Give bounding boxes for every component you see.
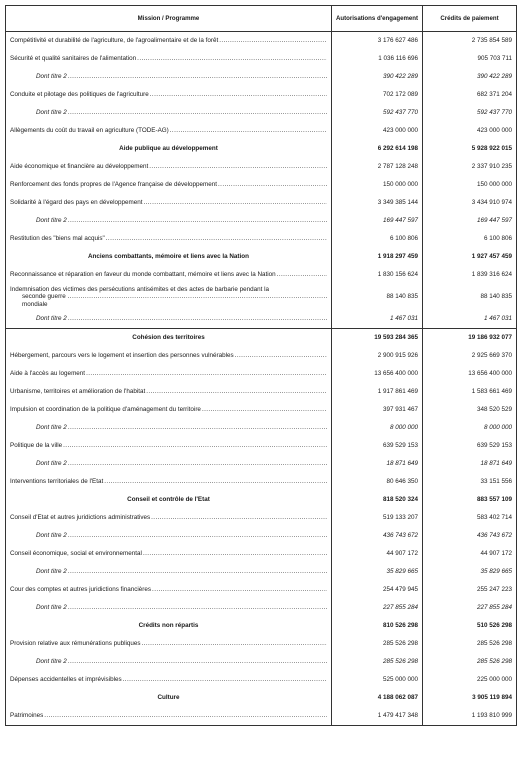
credits-value: 8 000 000 [423, 419, 517, 437]
credits-value: 285 526 298 [423, 653, 517, 671]
row-label-text: Allègements du coût du travail en agriculture (TODE-AG) [10, 127, 169, 135]
programme-row [6, 401, 517, 419]
row-label-text: Dépenses accidentelles et imprévisibles [10, 676, 122, 684]
row-label-text: Dont titre 2 [36, 73, 67, 81]
row-label-text: Dont titre 2 [36, 568, 67, 576]
row-label-text: Cour des comptes et autres juridictions financières [10, 586, 152, 594]
row-label [6, 509, 332, 527]
autorisations-value: 285 526 298 [332, 653, 423, 671]
autorisations-value: 6 100 806 [332, 230, 423, 248]
row-label [6, 473, 332, 491]
credits-value: 3 434 910 974 [423, 194, 517, 212]
credits-value: 436 743 672 [423, 527, 517, 545]
autorisations-value: 525 000 000 [332, 671, 423, 689]
budget-table-page [5, 5, 516, 759]
autorisations-value: 2 900 915 926 [332, 347, 423, 365]
programme-row [6, 473, 517, 491]
row-label-text: Dont titre 2 [36, 460, 67, 468]
credits-value: 592 437 770 [423, 104, 517, 122]
row-label [6, 563, 332, 581]
programme-row [6, 158, 517, 176]
credits-value: 150 000 000 [423, 176, 517, 194]
row-label [6, 32, 332, 51]
credits-value: 905 703 711 [423, 50, 517, 68]
credits-value: 225 000 000 [423, 671, 517, 689]
dont-titre-row [6, 455, 517, 473]
autorisations-value: 169 447 597 [332, 212, 423, 230]
autorisations-value: 1 036 116 696 [332, 50, 423, 68]
autorisations-value: 639 529 153 [332, 437, 423, 455]
programme-row [6, 50, 517, 68]
row-label-text: Patrimoines [10, 712, 44, 720]
row-label [6, 50, 332, 68]
programme-row [6, 383, 517, 401]
row-label-text: Dont titre 2 [36, 658, 67, 666]
row-label-text: Politique de la ville [10, 442, 63, 450]
dont-titre-row [6, 68, 517, 86]
row-label-text: Renforcement des fonds propres de l'Agence française de développement [10, 181, 218, 189]
row-label: Culture [6, 689, 332, 707]
programme-row [6, 230, 517, 248]
row-label-text: Dont titre 2 [36, 315, 67, 323]
mission-row [6, 689, 517, 707]
autorisations-value: 810 526 298 [332, 617, 423, 635]
autorisations-value: 1 479 417 348 [332, 707, 423, 726]
row-label-text: Reconnaissance et réparation en faveur du monde combattant, mémoire et liens avec la Nation [10, 271, 276, 279]
credits-value: 348 520 529 [423, 401, 517, 419]
dont-titre-row [6, 599, 517, 617]
programme-row [6, 266, 517, 284]
row-label-text: Aide économique et financière au développement [10, 163, 149, 171]
programme-row [6, 365, 517, 383]
autorisations-value: 423 000 000 [332, 122, 423, 140]
row-label [6, 527, 332, 545]
row-label-text: Conduite et pilotage des politiques de l'agriculture [10, 91, 149, 99]
table-header-row [6, 6, 517, 32]
row-label: Aide publique au développement [6, 140, 332, 158]
programme-row [6, 194, 517, 212]
row-label [6, 671, 332, 689]
credits-value: 682 371 204 [423, 86, 517, 104]
credits-value: 423 000 000 [423, 122, 517, 140]
row-label-text: Conseil économique, social et environnemental [10, 550, 142, 558]
autorisations-value: 818 520 324 [332, 491, 423, 509]
programme-row [6, 122, 517, 140]
autorisations-value: 80 646 350 [332, 473, 423, 491]
credits-value: 18 871 649 [423, 455, 517, 473]
credits-value: 19 186 932 077 [423, 329, 517, 348]
programme-row [6, 707, 517, 726]
row-label [6, 437, 332, 455]
credits-value: 1 839 316 624 [423, 266, 517, 284]
row-label-text: Dont titre 2 [36, 109, 67, 117]
credits-value: 3 905 119 894 [423, 689, 517, 707]
credits-value: 13 656 400 000 [423, 365, 517, 383]
row-label [6, 419, 332, 437]
autorisations-value: 1 918 297 459 [332, 248, 423, 266]
autorisations-value: 390 422 289 [332, 68, 423, 86]
credits-value: 2 735 854 589 [423, 32, 517, 51]
credits-value: 285 526 298 [423, 635, 517, 653]
row-label [6, 455, 332, 473]
row-label-text: Interventions territoriales de l'Etat [10, 478, 104, 486]
dont-titre-row [6, 212, 517, 230]
credits-value: 1 467 031 [423, 310, 517, 329]
credits-value: 390 422 289 [423, 68, 517, 86]
credits-value: 88 140 835 [423, 284, 517, 310]
row-label [6, 310, 332, 329]
autorisations-value: 6 292 614 198 [332, 140, 423, 158]
autorisations-value: 35 829 665 [332, 563, 423, 581]
mission-row [6, 491, 517, 509]
autorisations-value: 254 479 945 [332, 581, 423, 599]
credits-value: 1 193 810 999 [423, 707, 517, 726]
row-label-text: Impulsion et coordination de la politique d'aménagement du territoire [10, 406, 201, 414]
row-label [6, 599, 332, 617]
credits-value: 44 907 172 [423, 545, 517, 563]
programme-row [6, 509, 517, 527]
programme-row [6, 635, 517, 653]
credits-value: 169 447 597 [423, 212, 517, 230]
credits-value: 255 247 223 [423, 581, 517, 599]
programme-row [6, 32, 517, 51]
row-label: Crédits non répartis [6, 617, 332, 635]
autorisations-value: 150 000 000 [332, 176, 423, 194]
header-credits: Crédits de paiement [423, 6, 517, 32]
row-label-text: Dont titre 2 [36, 217, 67, 225]
dont-titre-row [6, 104, 517, 122]
header-mission: Mission / Programme [6, 6, 332, 32]
programme-row [6, 86, 517, 104]
programme-row [6, 284, 517, 310]
row-label-text: Sécurité et qualité sanitaires de l'alimentation [10, 55, 137, 63]
mission-row [6, 248, 517, 266]
credits-value: 510 526 298 [423, 617, 517, 635]
row-label [6, 581, 332, 599]
credits-value: 1 583 661 469 [423, 383, 517, 401]
dont-titre-row [6, 310, 517, 329]
autorisations-value: 227 855 284 [332, 599, 423, 617]
row-label [6, 347, 332, 365]
row-label [6, 86, 332, 104]
row-label-text: Restitution des "biens mal acquis" [10, 235, 105, 243]
autorisations-value: 2 787 128 248 [332, 158, 423, 176]
programme-row [6, 545, 517, 563]
row-label-text: Aide à l'accès au logement [10, 370, 86, 378]
row-label [6, 365, 332, 383]
autorisations-value: 18 871 649 [332, 455, 423, 473]
autorisations-value: 3 349 385 144 [332, 194, 423, 212]
row-label [6, 284, 332, 310]
row-label: Anciens combattants, mémoire et liens avec la Nation [6, 248, 332, 266]
credits-value: 35 829 665 [423, 563, 517, 581]
row-label [6, 176, 332, 194]
row-label [6, 68, 332, 86]
row-label [6, 158, 332, 176]
autorisations-value: 88 140 835 [332, 284, 423, 310]
row-label-text: Dont titre 2 [36, 424, 67, 432]
programme-row [6, 347, 517, 365]
credits-value: 1 927 457 459 [423, 248, 517, 266]
programme-row [6, 671, 517, 689]
row-label [6, 122, 332, 140]
row-label-text: Dont titre 2 [36, 604, 67, 612]
row-label [6, 635, 332, 653]
credits-value: 6 100 806 [423, 230, 517, 248]
credits-value: 33 151 556 [423, 473, 517, 491]
dont-titre-row [6, 527, 517, 545]
autorisations-value: 44 907 172 [332, 545, 423, 563]
autorisations-value: 436 743 672 [332, 527, 423, 545]
mission-row [6, 617, 517, 635]
row-label [6, 383, 332, 401]
autorisations-value: 1 467 031 [332, 310, 423, 329]
autorisations-value: 702 172 089 [332, 86, 423, 104]
autorisations-value: 8 000 000 [332, 419, 423, 437]
row-label-text: Conseil d'Etat et autres juridictions administratives [10, 514, 151, 522]
dont-titre-row [6, 419, 517, 437]
row-label [6, 194, 332, 212]
row-label-line1: Indemnisation des victimes des persécutions antisémites et des actes de barbarie pendant la [10, 285, 270, 293]
autorisations-value: 1 830 156 624 [332, 266, 423, 284]
budget-table [5, 5, 517, 726]
row-label-text: Provision relative aux rémunérations publiques [10, 640, 141, 648]
credits-value: 883 557 109 [423, 491, 517, 509]
dont-titre-row [6, 563, 517, 581]
row-label [6, 266, 332, 284]
autorisations-value: 285 526 298 [332, 635, 423, 653]
row-label-text: Compétitivité et durabilité de l'agriculture, de l'agroalimentaire et de la forêt [10, 37, 219, 45]
row-label [6, 401, 332, 419]
programme-row [6, 437, 517, 455]
autorisations-value: 3 176 627 486 [332, 32, 423, 51]
autorisations-value: 13 656 400 000 [332, 365, 423, 383]
credits-value: 2 925 669 370 [423, 347, 517, 365]
row-label-text: Dont titre 2 [36, 532, 67, 540]
autorisations-value: 592 437 770 [332, 104, 423, 122]
row-label-text: Urbanisme, territoires et amélioration de l'habitat [10, 388, 146, 396]
row-label [6, 230, 332, 248]
autorisations-value: 1 917 861 469 [332, 383, 423, 401]
credits-value: 639 529 153 [423, 437, 517, 455]
programme-row [6, 176, 517, 194]
table-body [6, 32, 517, 726]
autorisations-value: 519 133 207 [332, 509, 423, 527]
row-label [6, 653, 332, 671]
dont-titre-row [6, 653, 517, 671]
row-label: Cohésion des territoires [6, 329, 332, 348]
row-label [6, 545, 332, 563]
autorisations-value: 4 188 062 087 [332, 689, 423, 707]
row-label-text: Hébergement, parcours vers le logement et insertion des personnes vulnérables [10, 352, 234, 360]
autorisations-value: 19 593 284 365 [332, 329, 423, 348]
row-label [6, 212, 332, 230]
header-autorisations: Autorisations d'engagement [332, 6, 423, 32]
row-label [6, 707, 332, 726]
row-label [6, 104, 332, 122]
row-label: Conseil et contrôle de l'Etat [6, 491, 332, 509]
row-label-line2: seconde guerre mondiale [22, 293, 66, 308]
credits-value: 5 928 922 015 [423, 140, 517, 158]
mission-row [6, 140, 517, 158]
autorisations-value: 397 931 467 [332, 401, 423, 419]
credits-value: 2 337 910 235 [423, 158, 517, 176]
credits-value: 227 855 284 [423, 599, 517, 617]
mission-row [6, 329, 517, 348]
programme-row [6, 581, 517, 599]
row-label-text: Solidarité à l'égard des pays en développement [10, 199, 143, 207]
credits-value: 583 402 714 [423, 509, 517, 527]
